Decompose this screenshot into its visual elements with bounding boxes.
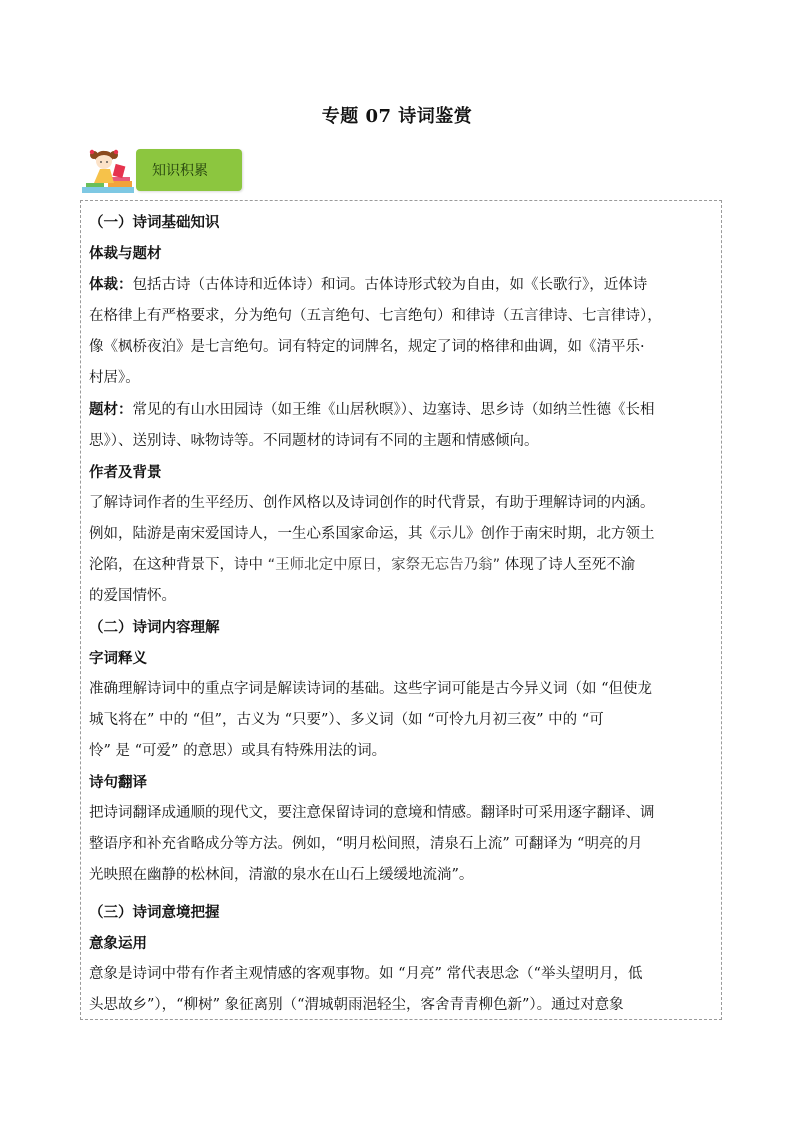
paragraph-text: 包括古诗（古体诗和近体诗）和词。古体诗形式较为自由，如《长歌行》，近体诗	[132, 277, 648, 293]
sub-heading-genre: 体裁与题材	[89, 245, 162, 262]
paragraph-text: 常见的有山水田园诗（如王维《山居秋暝》）、边塞诗、思乡诗（如纳兰性德《长相	[132, 402, 655, 418]
paragraph-line	[89, 394, 713, 426]
paragraph-line: 在格律上有严格要求，分为绝句（五言绝句、七言绝句）和律诗（五言律诗、七言律诗），	[89, 308, 662, 324]
paragraph-line: 例如，陆游是南宋爱国诗人，一生心系国家命运，其《示儿》创作于南宋时期，北方领土	[89, 526, 655, 542]
paragraph-line	[89, 550, 713, 581]
paragraph-line: 准确理解诗词中的重点字词是解读诗词的基础。这些字词可能是古今异义词（如 “但使龙	[89, 681, 653, 697]
paragraph-line: 城飞将在” 中的 “但”，古义为 “只要”）、多义词（如 “可怜九月初三夜” 中的 “可	[89, 712, 604, 728]
sub-heading-words: 字词释义	[89, 650, 147, 667]
girl-reading-illustration	[80, 143, 136, 195]
paragraph-line	[89, 269, 713, 301]
term-label: 体裁：	[89, 276, 133, 293]
poem-quote: “王师北定中原日，家祭无忘告乃翁”	[267, 557, 501, 573]
paragraph-line: 像《枫桥夜泊》是七言绝句。词有特定的词牌名，规定了词的格律和曲调，如《清平乐·	[89, 339, 645, 355]
content-box	[80, 200, 722, 1020]
section-heading-2: （二）诗词内容理解	[89, 619, 220, 636]
sub-heading-translation: 诗句翻译	[89, 774, 147, 791]
term-label: 题材：	[89, 401, 133, 418]
paragraph-line: 头思故乡”），“柳树” 象征离别（“渭城朝雨浥轻尘，客舍青青柳色新”）。通过对意象	[89, 997, 624, 1013]
paragraph-text: 体现了诗人至死不渝	[500, 557, 636, 573]
section-header	[80, 143, 280, 195]
paragraph-line: 怜” 是 “可爱” 的意思）或具有特殊用法的词。	[89, 743, 387, 759]
section-heading-3: （三）诗词意境把握	[89, 904, 220, 921]
sub-heading-imagery: 意象运用	[89, 935, 147, 952]
knowledge-tag	[136, 149, 242, 191]
sub-heading-author: 作者及背景	[89, 464, 162, 481]
paragraph-line: 整语序和补充省略成分等方法。例如，“明月松间照，清泉石上流” 可翻译为 “明亮的月	[89, 836, 643, 852]
paragraph-line: 光映照在幽静的松林间，清澈的泉水在山石上缓缓地流淌”。	[89, 867, 474, 883]
paragraph-line: 的爱国情怀。	[89, 588, 176, 604]
paragraph-line: 把诗词翻译成通顺的现代文，要注意保留诗词的意境和情感。翻译时可采用逐字翻译、调	[89, 805, 655, 821]
section-heading-1: （一）诗词基础知识	[89, 214, 220, 231]
page-title: 专题 07 诗词鉴赏	[321, 106, 473, 127]
paragraph-line: 村居》。	[89, 370, 140, 386]
paragraph-line: 思》）、送别诗、咏物诗等。不同题材的诗词有不同的主题和情感倾向。	[89, 433, 539, 449]
tag-label: 知识积累	[152, 163, 208, 179]
paragraph-line: 了解诗词作者的生平经历、创作风格以及诗词创作的时代背景，有助于理解诗词的内涵。	[89, 495, 655, 511]
paragraph-line: 意象是诗词中带有作者主观情感的客观事物。如 “月亮” 常代表思念（“举头望明月，低	[89, 966, 643, 982]
paragraph-text: 沦陷，在这种背景下，诗中	[89, 557, 268, 573]
